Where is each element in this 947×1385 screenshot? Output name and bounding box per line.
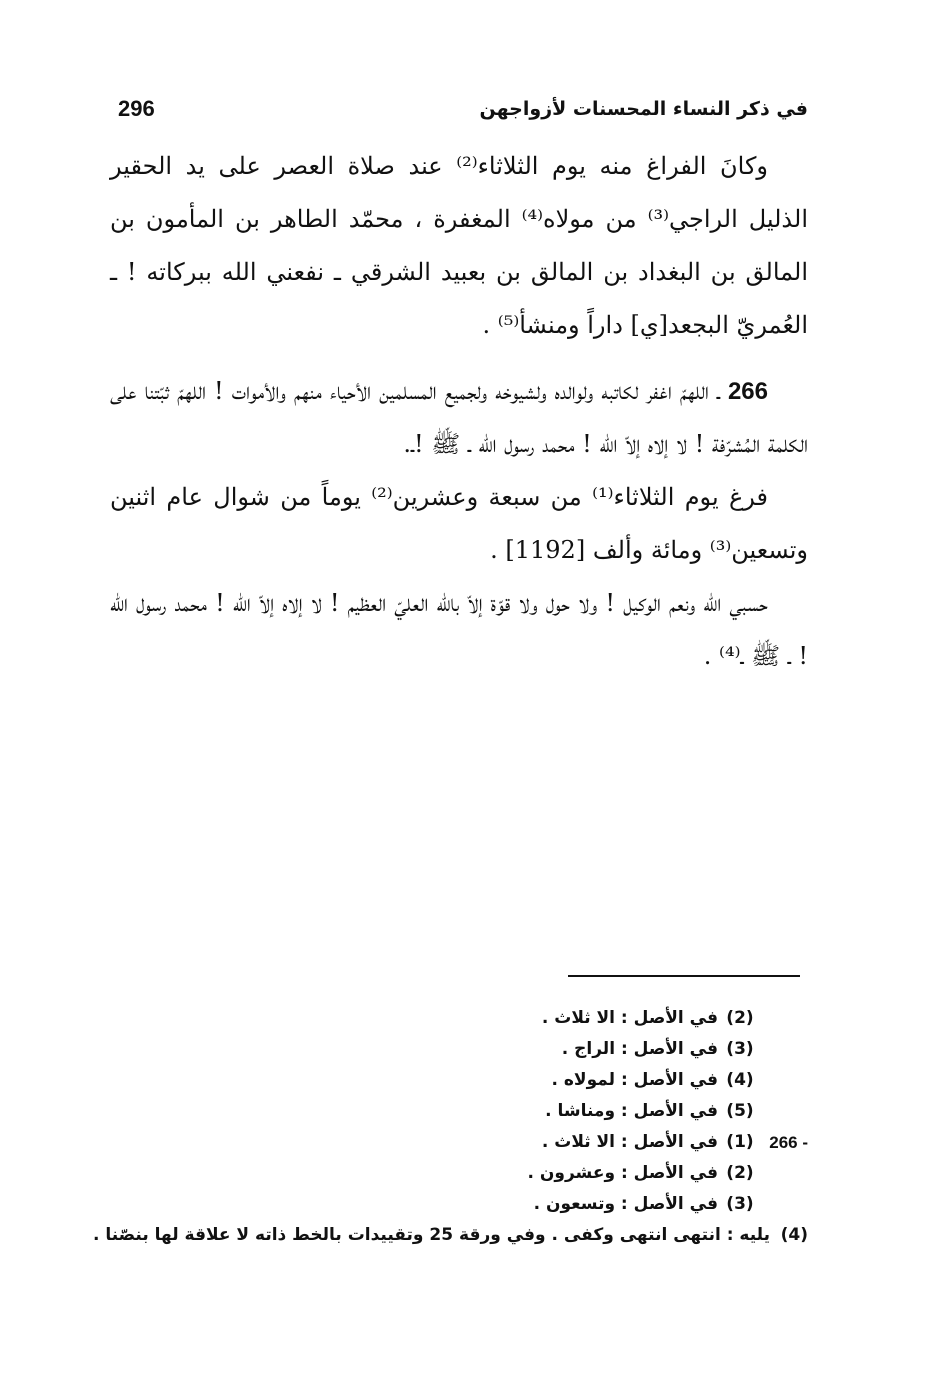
footnote-text: في الأصل : الا ثلاث .: [541, 1132, 718, 1152]
page-number: 296: [118, 96, 155, 121]
paragraph-item-266: [110, 365, 808, 471]
footnote-separator: [568, 975, 800, 977]
paragraph-text: حسبي اللّه ونعم الوكيل ! ولا حول ولا قوّة إلاّ باللّه العليّ العظيم ! لا إلاه إلاّ اللّه ! محمد رسول اللّه ! ـ ﷺ ـ⁽⁴⁾ .: [110, 589, 808, 670]
paragraph-text: فرغ يوم الثلاثاء⁽¹⁾ من سبعة وعشرين⁽²⁾ يوماً من شوال عام اثنين وتسعين⁽³⁾ ومائة وألف [1192] .: [110, 483, 808, 564]
footnote-mark: (5): [726, 1101, 754, 1121]
footnote-mark: (4): [780, 1225, 808, 1245]
footnote: [150, 1034, 808, 1065]
footnote-text: في الأصل : ومناشا .: [545, 1101, 718, 1121]
item-number: 266: [727, 378, 768, 405]
paragraph-closing-prayer: [110, 577, 808, 683]
footnote: [150, 1003, 808, 1034]
paragraph-completion-date: [110, 471, 808, 577]
footnote: [150, 1158, 808, 1189]
footnote: [150, 1065, 808, 1096]
footnote-mark: (3): [726, 1194, 754, 1214]
footnote: [150, 1096, 808, 1127]
footnote-mark: (2): [726, 1163, 754, 1183]
footnote: [92, 1220, 808, 1251]
paragraph-text: وكانَ الفراغ منه يوم الثلاثاء⁽²⁾ عند صلاة العصر على يد الحقير الذليل الراجي⁽³⁾ من مولاه⁽⁴⁾ المغفرة ، محمّد الطاهر بن المأمون بن المالق بن البغداد بن المالق بن بعبيد الشرقي ـ نفعني الله ببركاته ! ـ العُمريّ البجعد[ي] داراً ومنشأ⁽⁵⁾ .: [110, 152, 809, 339]
footnote-group: 266 -: [769, 1133, 808, 1152]
running-header: [118, 92, 808, 132]
footnote-mark: (1): [726, 1132, 754, 1152]
footnote: [150, 1189, 808, 1220]
footnote-mark: (4): [726, 1070, 754, 1090]
footnote: [150, 1127, 808, 1158]
footnote-text: يليه : انتهى انتهى وكفى . وفي ورقة 25 وتقييدات بالخط ذاته لا علاقة لها بنصّنا .: [92, 1225, 770, 1245]
main-text: [110, 140, 808, 683]
footnote-text: في الأصل : الراج .: [561, 1039, 718, 1059]
paragraph-text: ـ اللهمّ اغفر لكاتبه ولوالده ولشيوخه ولجميع المسلمين الأحياء منهم والأموات ! اللهمّ ثبّتنا على الكلمة المُشرّفة ! لا إلاه إلاّ اللّه ! محمد رسول اللّه ـ ﷺ !ـ.: [110, 377, 808, 458]
footnote-mark: (2): [726, 1008, 754, 1028]
footnotes: [92, 1003, 808, 1251]
footnote-mark: (3): [726, 1039, 754, 1059]
footnote-text: في الأصل : الا ثلاث .: [541, 1008, 718, 1028]
footnote-text: في الأصل : وعشرون .: [527, 1163, 718, 1183]
paragraph-colophon: [110, 140, 808, 352]
footnote-text: في الأصل : لمولاه .: [551, 1070, 718, 1090]
running-title: في ذكر النساء المحسنات لأزواجهن: [479, 98, 808, 120]
footnote-text: في الأصل : وتسعون .: [533, 1194, 718, 1214]
